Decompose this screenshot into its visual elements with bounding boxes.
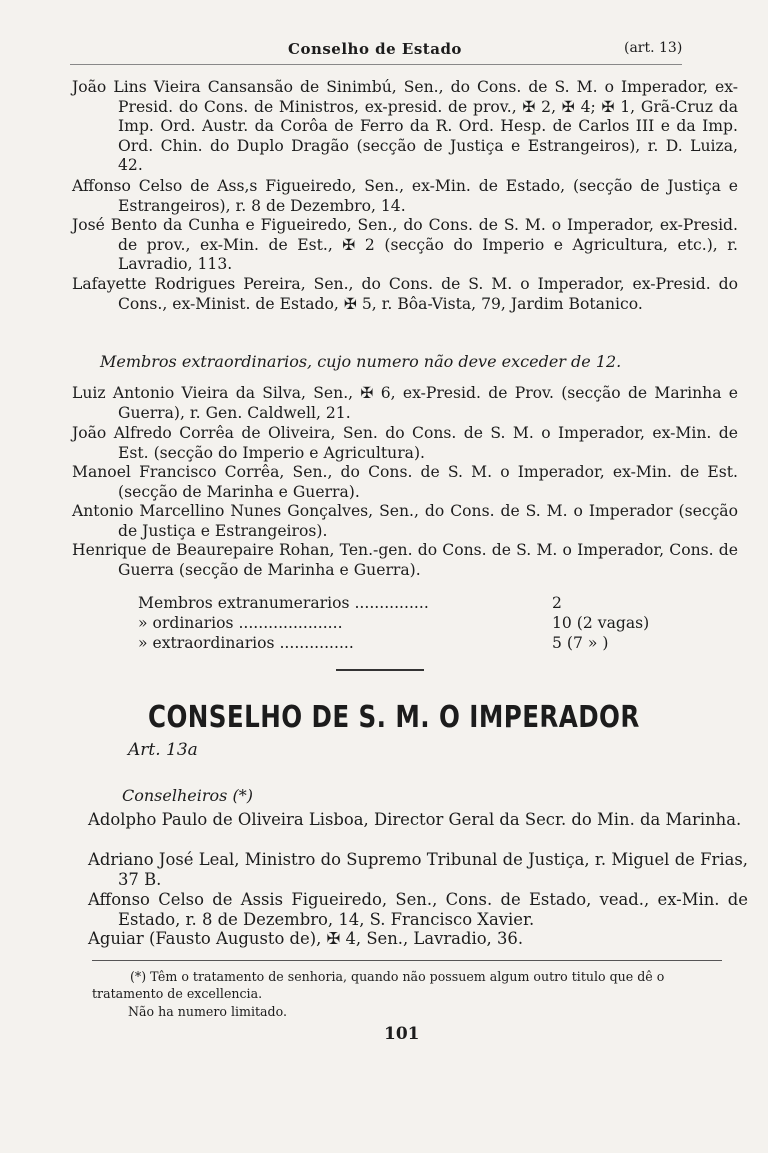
running-head	[0, 40, 768, 64]
page-number: 101	[384, 1024, 420, 1044]
tally-value: 2	[552, 594, 562, 612]
tally-label: » ordinarios .....................	[138, 614, 343, 632]
conselheiro-entry-affonso: Affonso Celso de Assis Figueiredo, Sen., Cons. de Estado, vead., ex-Min. de Estado, r. 8 de Dezembro, 14, S. Francisco Xavier.	[88, 890, 748, 929]
tally-value: 5 (7 » )	[552, 634, 609, 652]
extra-members-heading: Membros extraordinarios, cujo numero não deve exceder de 12.	[100, 352, 622, 371]
member-entry-sinimbu: João Lins Vieira Cansansão de Sinimbú, Sen., do Cons. de S. M. o Imperador, ex-Presid. do Cons. de Ministros, ex-presid. de prov., ✠ 2, ✠ 4; ✠ 1, Grã-Cruz da Imp. Ord. Austr. da Corôa de Ferro da R. Ord. Hesp. de Carlos III e da Imp. Ord. Chin. do Duplo Dragão (secção de Justiça e Estrangeiros), r. D. Luiza, 42.	[72, 78, 738, 175]
member-entry-antonio-marcellino: Antonio Marcellino Nunes Gonçalves, Sen., do Cons. de S. M. o Imperador (secção de Justiça e Estrangeiros).	[72, 502, 738, 540]
member-entry-affonso-celso: Affonso Celso de Ass,s Figueiredo, Sen., ex-Min. de Estado, (secção de Justiça e Estrangeiros), r. 8 de Dezembro, 14.	[72, 177, 738, 215]
section-article: Art. 13a	[128, 740, 198, 760]
running-head-title: Conselho de Estado	[288, 40, 462, 58]
running-head-article: (art. 13)	[624, 40, 683, 56]
conselheiro-entry-aguiar: Aguiar (Fausto Augusto de), ✠ 4, Sen., Lavradio, 36.	[88, 929, 524, 948]
tally-label: Membros extranumerarios ...............	[138, 594, 429, 612]
member-entry-luiz-antonio: Luiz Antonio Vieira da Silva, Sen., ✠ 6, ex-Presid. de Prov. (secção de Marinha e Guerra), r. Gen. Caldwell, 21.	[72, 384, 738, 422]
member-entry-lafayette: Lafayette Rodrigues Pereira, Sen., do Cons. de S. M. o Imperador, ex-Presid. do Cons., ex-Minist. de Estado, ✠ 5, r. Bôa-Vista, 79, Jardim Botanico.	[72, 275, 738, 313]
footnote-text: (*) Têm o tratamento de senhoria, quando não possuem algum outro titulo que dê o tratamento de excellencia.	[92, 969, 665, 1001]
member-entry-joao-alfredo: João Alfredo Corrêa de Oliveira, Sen. do Cons. de S. M. o Imperador, ex-Min. de Est. (secção do Imperio e Agricultura).	[72, 424, 738, 462]
tally-label: » extraordinarios ...............	[138, 634, 354, 652]
conselheiro-entry-adriano: Adriano José Leal, Ministro do Supremo Tribunal de Justiça, r. Miguel de Frias, 37 B.	[88, 850, 748, 889]
conselheiro-entry-adolpho: Adolpho Paulo de Oliveira Lisboa, Director Geral da Secr. do Min. da Marinha.	[88, 810, 742, 829]
section-divider	[336, 669, 424, 671]
member-entry-manoel-francisco: Manoel Francisco Corrêa, Sen., do Cons. de S. M. o Imperador, ex-Min. de Est. (secção de Marinha e Guerra).	[72, 463, 738, 501]
header-rule	[70, 64, 682, 65]
section-heading: CONSELHO DE S. M. O IMPERADOR	[148, 700, 640, 735]
section-subheading: Conselheiros (*)	[122, 786, 253, 805]
tally-value: 10 (2 vagas)	[552, 614, 650, 632]
footnote-limit: Não ha numero limitado.	[128, 1004, 287, 1019]
member-entry-jose-bento: José Bento da Cunha e Figueiredo, Sen., do Cons. de S. M. o Imperador, ex-Presid. de prov., ex-Min. de Est., ✠ 2 (secção do Imperio e Agricultura, etc.), r. Lavradio, 113.	[72, 216, 738, 274]
footnote-rule	[92, 960, 722, 961]
member-entry-henrique-beaurepaire: Henrique de Beaurepaire Rohan, Ten.-gen. do Cons. de S. M. o Imperador, Cons. de Guerra (secção de Marinha e Guerra).	[72, 541, 738, 579]
